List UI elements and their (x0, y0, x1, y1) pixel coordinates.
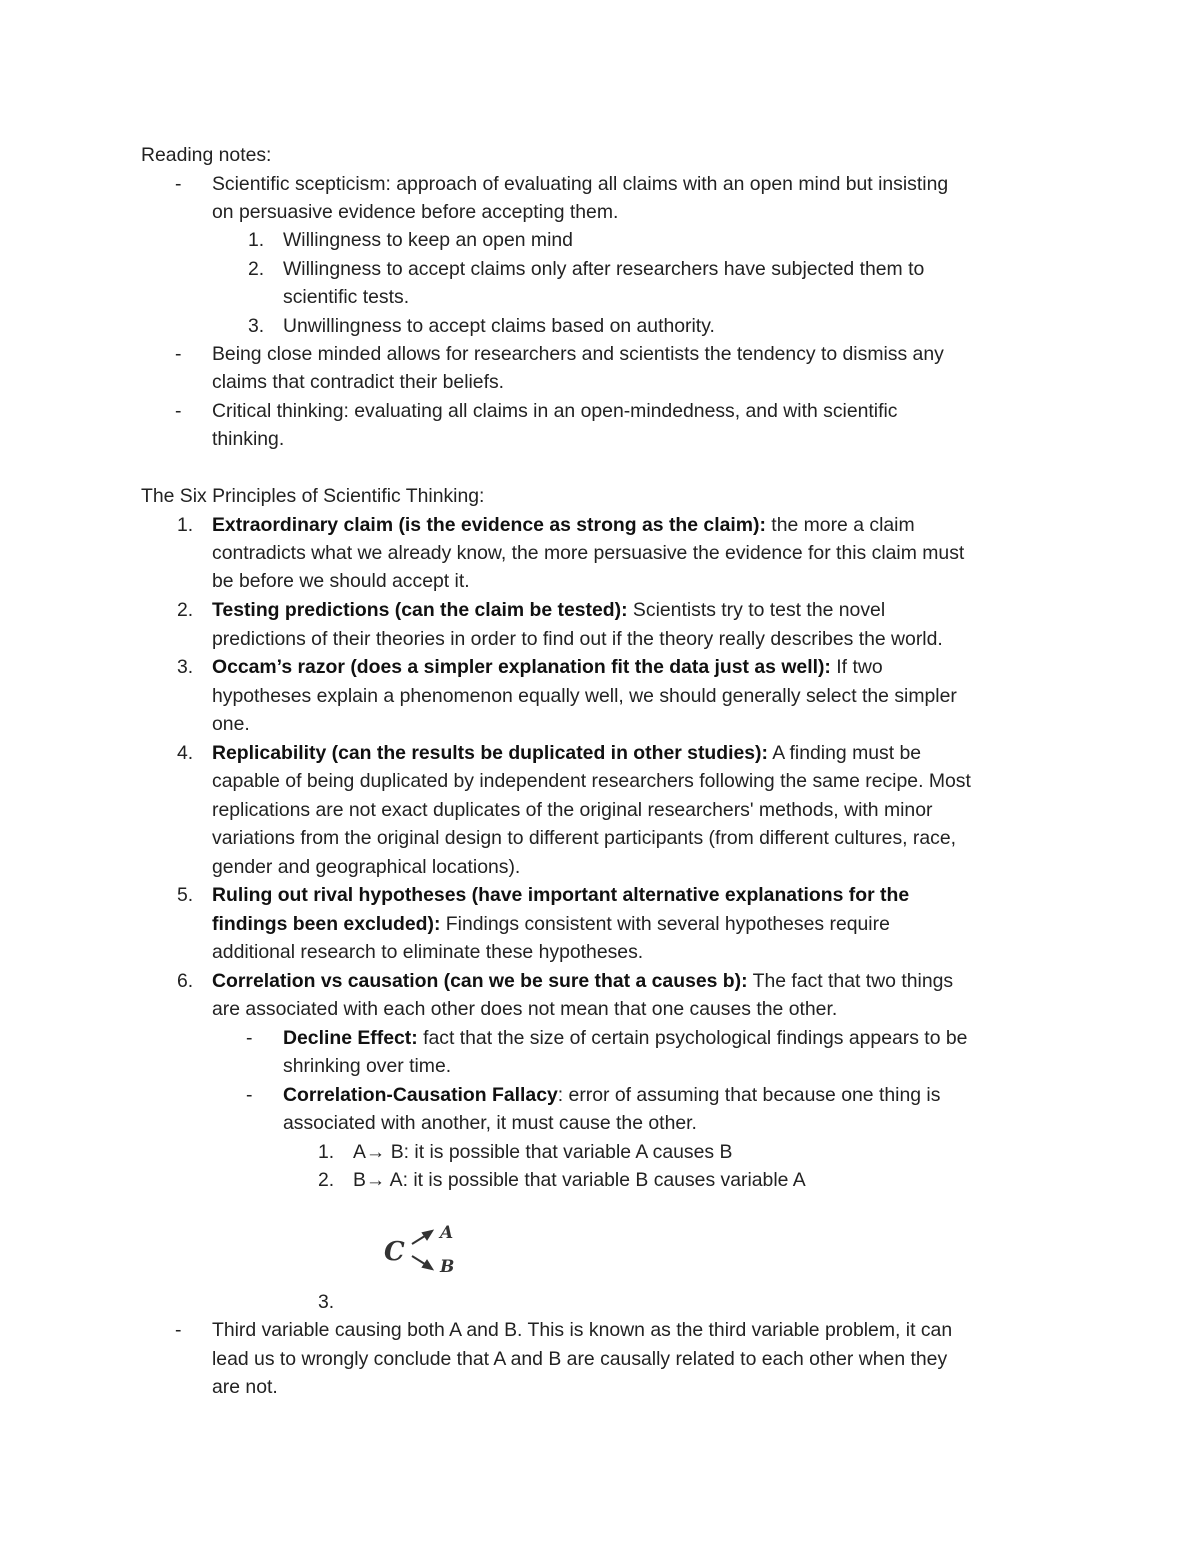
bullet-marker: - (246, 1027, 253, 1049)
principle-6-line-2: are associated with each other does not mean that one causes the other. (212, 998, 838, 1020)
principle-6-title: Correlation vs causation (can we be sure that a causes b): (212, 970, 748, 992)
scepticism-item-3: Unwillingness to accept claims based on authority. (283, 315, 715, 337)
principle-2-line-2: predictions of their theories in order to find out if the theory really describes the world. (212, 628, 943, 650)
principle-4-line-2: capable of being duplicated by independent researchers following the same recipe. Most (212, 770, 971, 792)
principle-2-title: Testing predictions (can the claim be tested): (212, 599, 628, 621)
reading-notes-heading: Reading notes: (141, 144, 272, 166)
critical-thinking-line-2: thinking. (212, 428, 285, 450)
arrowhead-a (423, 1231, 432, 1239)
principle-2-line-1 (212, 596, 885, 624)
diagram-label-a: A (440, 1223, 454, 1243)
diagram-label-c: C (384, 1237, 405, 1267)
principle-5-text: Findings consistent with several hypotheses require (440, 913, 890, 935)
list-number: 2. (177, 599, 194, 621)
decline-effect-text: fact that the size of certain psychological findings appears to be (417, 1027, 968, 1049)
list-number: 5. (177, 884, 194, 906)
principle-5-title-part-1: Ruling out rival hypotheses (have important alternative explanations for the (212, 884, 910, 906)
principle-5-title-part-2: findings been excluded): (212, 913, 441, 935)
principle-3-line-1 (212, 653, 883, 681)
scepticism-item-1: Willingness to keep an open mind (283, 229, 573, 251)
fallacy-text: : error of assuming that because one thing is (557, 1084, 941, 1106)
principle-1-line-1 (212, 511, 915, 539)
principle-3-title: Occam’s razor (does a simpler explanation fit the data just as well): (212, 656, 831, 678)
bullet-marker: - (175, 400, 182, 422)
principle-1-title: Extraordinary claim (is the evidence as strong as the claim): (212, 514, 766, 536)
bullet-marker: - (246, 1084, 253, 1106)
list-number: 6. (177, 970, 194, 992)
decline-effect-term: Decline Effect: (283, 1027, 418, 1049)
fallacy-line-1 (283, 1081, 940, 1109)
diagram-label-b: B (440, 1257, 455, 1277)
principle-1-line-3: be before we should accept it. (212, 570, 470, 592)
bullet-marker: - (175, 343, 182, 365)
scepticism-line-2: on persuasive evidence before accepting them. (212, 201, 619, 223)
list-number: 2. (248, 258, 265, 280)
scepticism-line-1: Scientific scepticism: approach of evaluating all claims with an open mind but insisting (212, 173, 949, 195)
list-number: 2. (318, 1169, 335, 1191)
list-number: 3. (318, 1291, 335, 1313)
principle-3-line-2: hypotheses explain a phenomenon equally well, we should generally select the simpler (212, 685, 957, 707)
bullet-marker: - (175, 1319, 182, 1341)
principles-heading: The Six Principles of Scientific Thinking: (141, 485, 485, 507)
principle-4-line-1 (212, 739, 921, 767)
fallacy-line-2: associated with another, it must cause the other. (283, 1112, 697, 1134)
principle-4-title: Replicability (can the results be duplicated in other studies): (212, 742, 768, 764)
list-number: 4. (177, 742, 194, 764)
third-variable-line-1: Third variable causing both A and B. This is known as the third variable problem, it can (212, 1319, 953, 1341)
diagram-arrows (412, 1231, 432, 1269)
principle-4-line-5: gender and geographical locations). (212, 856, 521, 878)
third-variable-line-2: lead us to wrongly conclude that A and B are causally related to each other when they (212, 1348, 948, 1370)
principle-4-text: A finding must be (767, 742, 922, 764)
fallacy-term: Correlation-Causation Fallacy (283, 1084, 558, 1106)
principle-5-line-1 (212, 881, 909, 909)
principle-3-line-3: one. (212, 713, 250, 735)
critical-thinking-line-1: Critical thinking: evaluating all claims in an open-mindedness, and with scientific (212, 400, 898, 422)
fallacy-item-1: A→ B: it is possible that variable A causes B (353, 1141, 733, 1163)
principle-6-line-1 (212, 967, 953, 995)
list-number: 1. (318, 1141, 335, 1163)
decline-effect-line-1 (283, 1024, 967, 1052)
principle-3-text: If two (830, 656, 883, 678)
close-minded-line-1: Being close minded allows for researchers and scientists the tendency to dismiss any (212, 343, 944, 365)
principle-4-line-4: variations from the original design to different participants (from different cultures, race, (212, 827, 957, 849)
third-variable-diagram (380, 1212, 470, 1282)
close-minded-line-2: claims that contradict their beliefs. (212, 371, 505, 393)
principle-6-text: The fact that two things (747, 970, 954, 992)
fallacy-item-2: B→ A: it is possible that variable B causes variable A (353, 1169, 806, 1191)
principle-4-line-3: replications are not exact duplicates of the original researchers' methods, with minor (212, 799, 933, 821)
scepticism-item-2-line-2: scientific tests. (283, 286, 410, 308)
principle-5-line-2 (212, 910, 890, 938)
decline-effect-line-2: shrinking over time. (283, 1055, 452, 1077)
principle-5-line-3: additional research to eliminate these hypotheses. (212, 941, 644, 963)
third-variable-line-3: are not. (212, 1376, 278, 1398)
arrowhead-b (423, 1261, 432, 1269)
list-number: 1. (177, 514, 194, 536)
principle-2-text: Scientists try to test the novel (627, 599, 886, 621)
principle-1-text: the more a claim (765, 514, 915, 536)
list-number: 3. (248, 315, 265, 337)
list-number: 3. (177, 656, 194, 678)
scepticism-item-2-line-1: Willingness to accept claims only after researchers have subjected them to (283, 258, 925, 280)
principle-1-line-2: contradicts what we already know, the more persuasive the evidence for this claim must (212, 542, 965, 564)
bullet-marker: - (175, 173, 182, 195)
list-number: 1. (248, 229, 265, 251)
